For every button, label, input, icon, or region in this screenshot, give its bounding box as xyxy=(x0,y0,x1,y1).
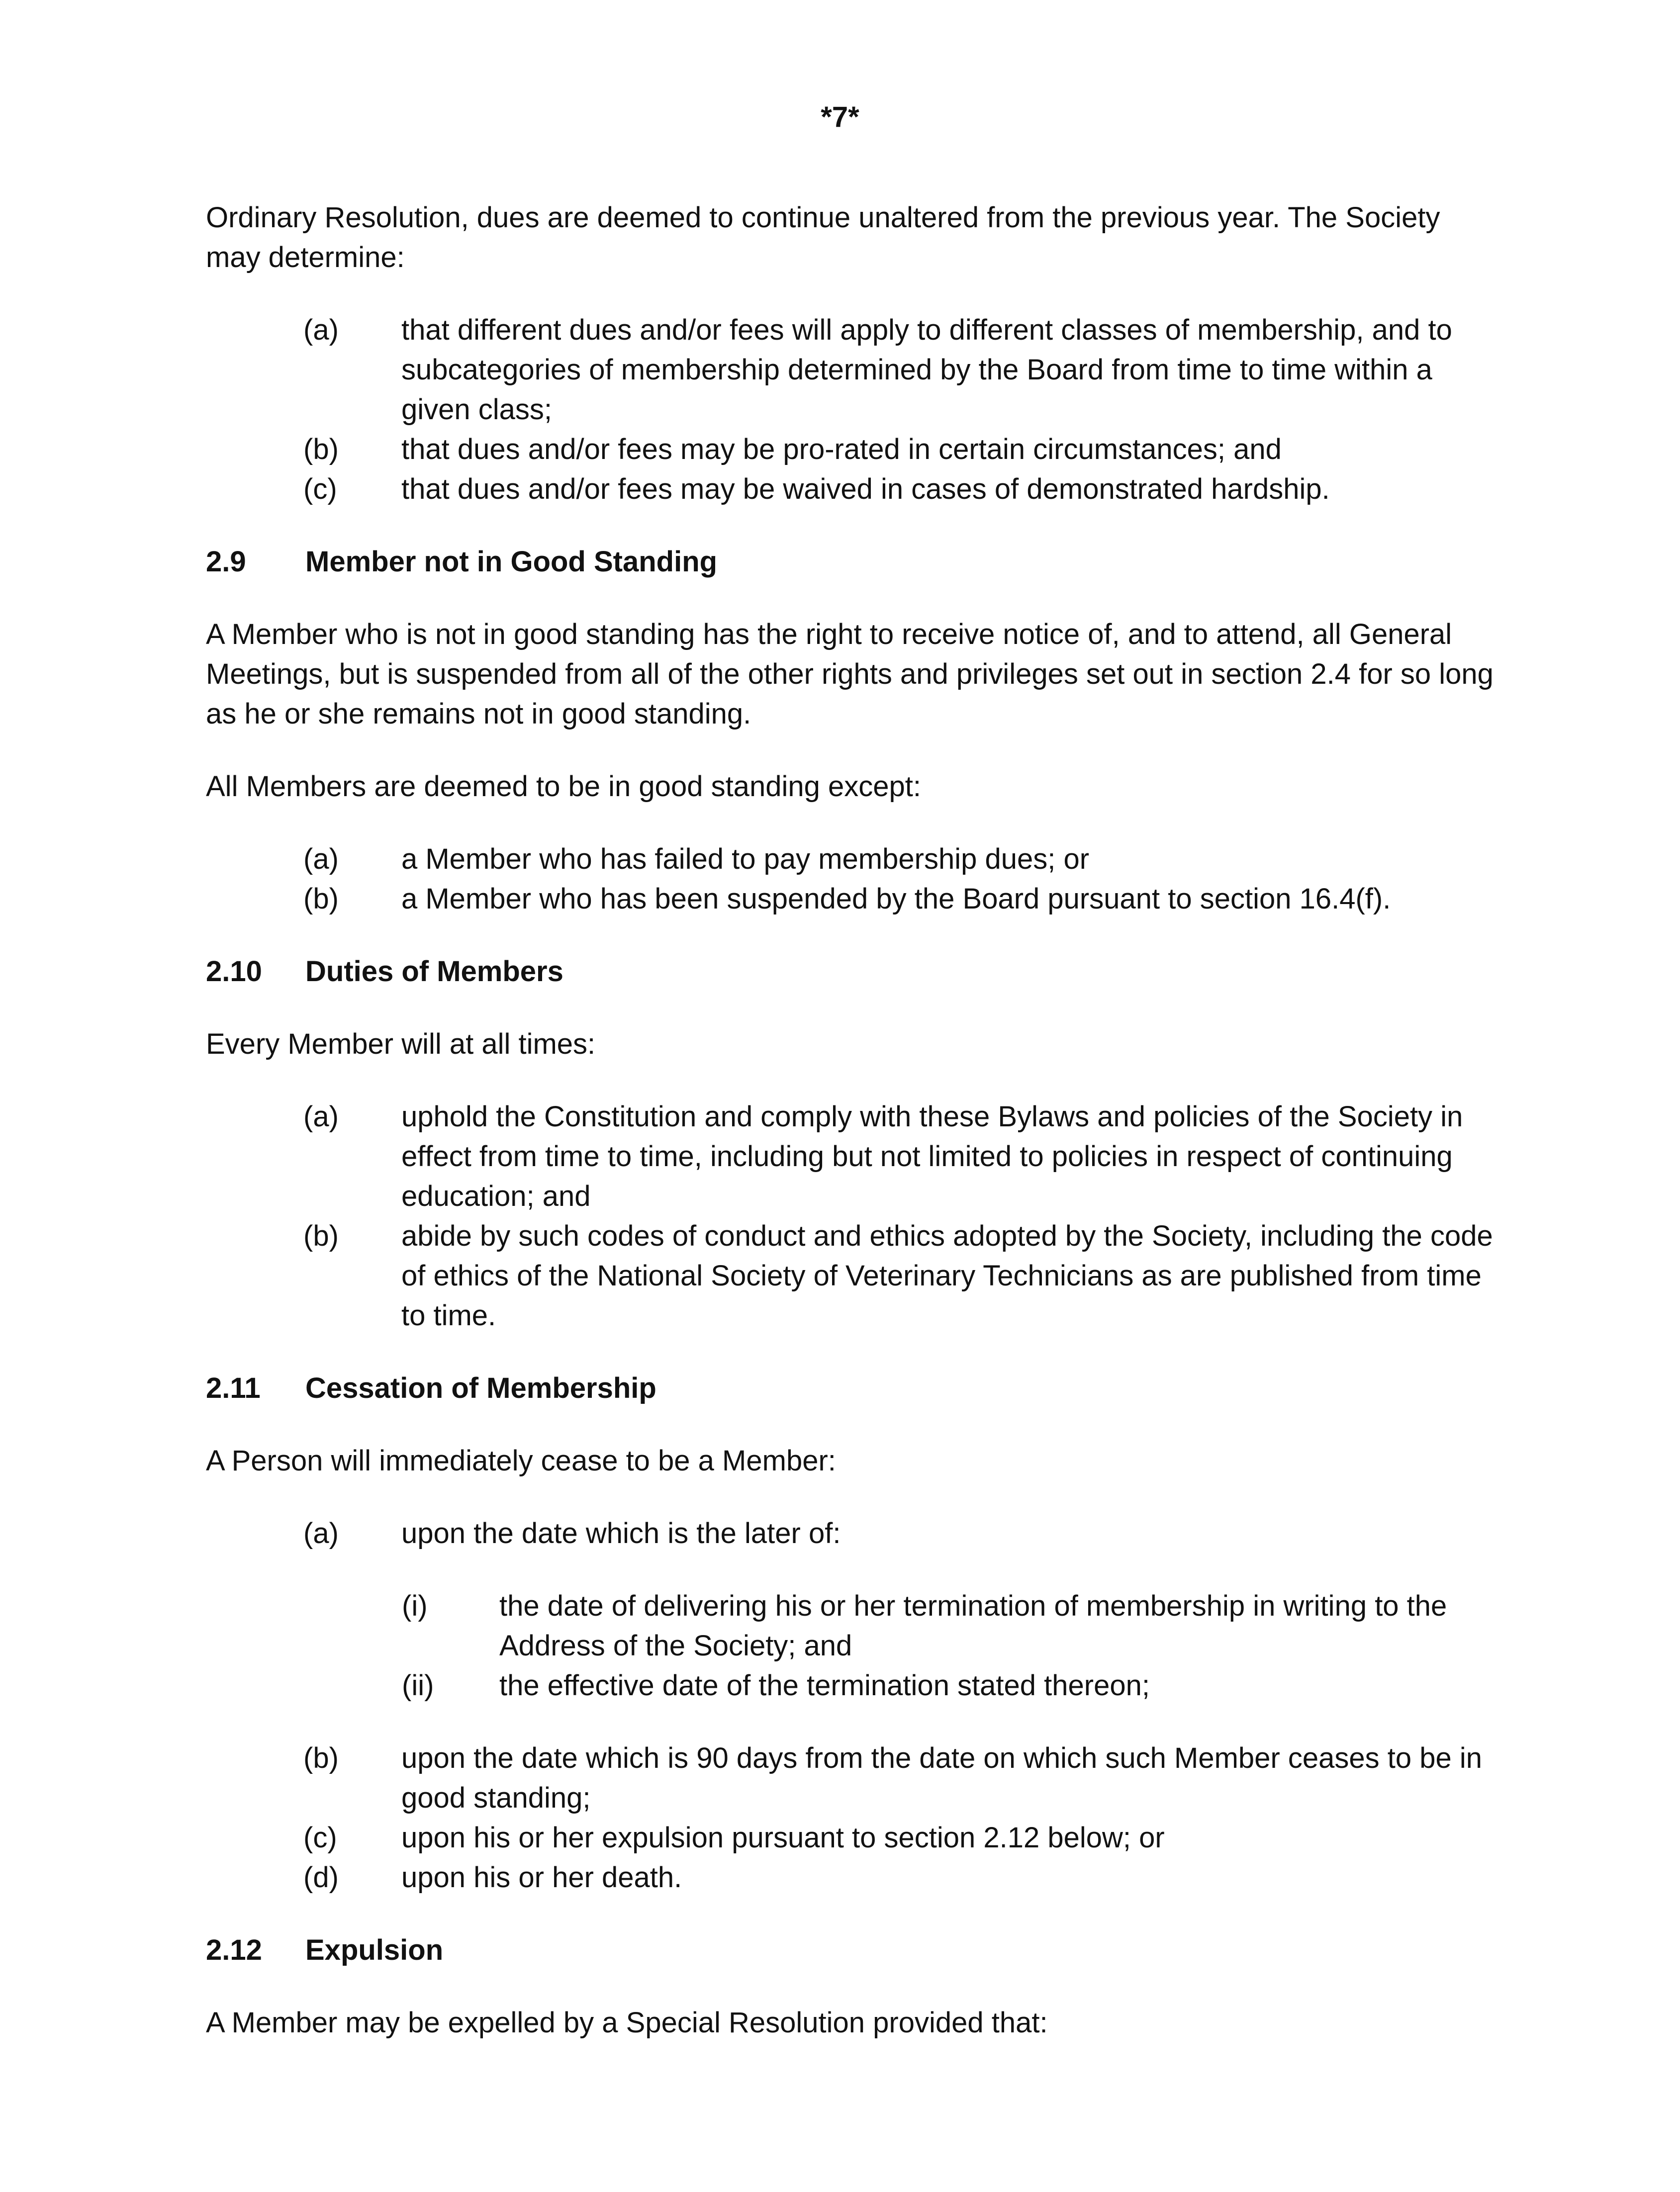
list-item-text: upon the date which is the later of: xyxy=(401,1517,841,1550)
sub-list-item xyxy=(206,1666,1499,1706)
section-number: 2.9 xyxy=(206,546,246,578)
list-item-text: upon his or her expulsion pursuant to section 2.12 below; or xyxy=(401,1822,1165,1854)
list-item xyxy=(206,839,1499,879)
list-item xyxy=(206,879,1499,919)
document-body xyxy=(206,198,1499,2076)
section-paragraph: All Members are deemed to be in good standing except: xyxy=(206,770,921,803)
list-item xyxy=(206,1097,1499,1216)
list-item xyxy=(206,1738,1499,1818)
list-item xyxy=(206,469,1499,509)
list-item-text: that different dues and/or fees will apply to different classes of membership, and to subcategories of membership determined by the Board from time to time within a given class; xyxy=(401,314,1452,426)
section-title: Expulsion xyxy=(305,1934,444,1966)
sub-list-item-text: the date of delivering his or her termination of membership in writing to the Address of the Society; and xyxy=(499,1590,1447,1662)
list-item-text: that dues and/or fees may be waived in cases of demonstrated hardship. xyxy=(401,473,1330,505)
section-heading-2-10 xyxy=(206,952,1499,992)
list-item-label: (a) xyxy=(303,1100,339,1133)
list-item xyxy=(206,1858,1499,1898)
list-item-label: (d) xyxy=(303,1861,339,1894)
list-item xyxy=(206,430,1499,469)
list-item-text: upon the date which is 90 days from the date on which such Member ceases to be in good standing; xyxy=(401,1742,1483,1814)
list-item-label: (b) xyxy=(303,1742,339,1774)
list-item-text: uphold the Constitution and comply with these Bylaws and policies of the Society in effect from time to time, including but not limited to policies in respect of continuing education; and xyxy=(401,1100,1463,1212)
list-item-label: (a) xyxy=(303,314,339,346)
intro-list xyxy=(206,310,1499,509)
list-item xyxy=(206,1818,1499,1858)
list-item-label: (c) xyxy=(303,473,337,505)
sub-list-item-label: (ii) xyxy=(402,1669,434,1702)
section-list xyxy=(206,839,1499,919)
list-item-text: that dues and/or fees may be pro-rated in certain circumstances; and xyxy=(401,433,1282,465)
section-heading-2-9 xyxy=(206,542,1499,582)
list-item-text: abide by such codes of conduct and ethics adopted by the Society, including the code of ethics of the National Society of Veterinary Technicians as are published from time to time. xyxy=(401,1220,1493,1332)
list-item-label: (b) xyxy=(303,433,339,465)
intro-paragraph: Ordinary Resolution, dues are deemed to continue unaltered from the previous year. The Society may determine: xyxy=(206,201,1440,274)
section-heading-2-11 xyxy=(206,1369,1499,1408)
list-item-label: (a) xyxy=(303,843,339,875)
section-paragraph: A Member may be expelled by a Special Resolution provided that: xyxy=(206,2007,1048,2039)
section-list xyxy=(206,1514,1499,1898)
page-number: *7* xyxy=(821,101,859,133)
list-item-label: (b) xyxy=(303,1220,339,1252)
list-item-text: a Member who has been suspended by the Board pursuant to section 16.4(f). xyxy=(401,883,1391,915)
list-item-label: (b) xyxy=(303,883,339,915)
list-item-text: upon his or her death. xyxy=(401,1861,682,1894)
list-item-text: a Member who has failed to pay membership dues; or xyxy=(401,843,1090,875)
section-list xyxy=(206,1097,1499,1336)
section-paragraph: A Member who is not in good standing has the right to receive notice of, and to attend, all General Meetings, but is suspended from all of the other rights and privileges set out in section 2.4 for so long as he or she remains not in good standing. xyxy=(206,618,1493,730)
sub-list xyxy=(206,1586,1499,1706)
list-item-label: (c) xyxy=(303,1822,337,1854)
list-item xyxy=(206,1216,1499,1336)
sub-list-item-label: (i) xyxy=(402,1590,428,1622)
sub-list-item xyxy=(206,1586,1499,1666)
section-number: 2.10 xyxy=(206,955,262,988)
section-heading-2-12 xyxy=(206,1930,1499,1970)
section-title: Cessation of Membership xyxy=(305,1372,656,1404)
list-item xyxy=(206,1514,1499,1553)
list-item xyxy=(206,310,1499,430)
section-paragraph: A Person will immediately cease to be a Member: xyxy=(206,1445,836,1477)
section-number: 2.12 xyxy=(206,1934,262,1966)
list-item-label: (a) xyxy=(303,1517,339,1550)
section-paragraph: Every Member will at all times: xyxy=(206,1028,596,1060)
sub-list-item-text: the effective date of the termination stated thereon; xyxy=(499,1669,1150,1702)
section-title: Duties of Members xyxy=(305,955,563,988)
section-number: 2.11 xyxy=(206,1372,261,1404)
section-title: Member not in Good Standing xyxy=(305,546,718,578)
